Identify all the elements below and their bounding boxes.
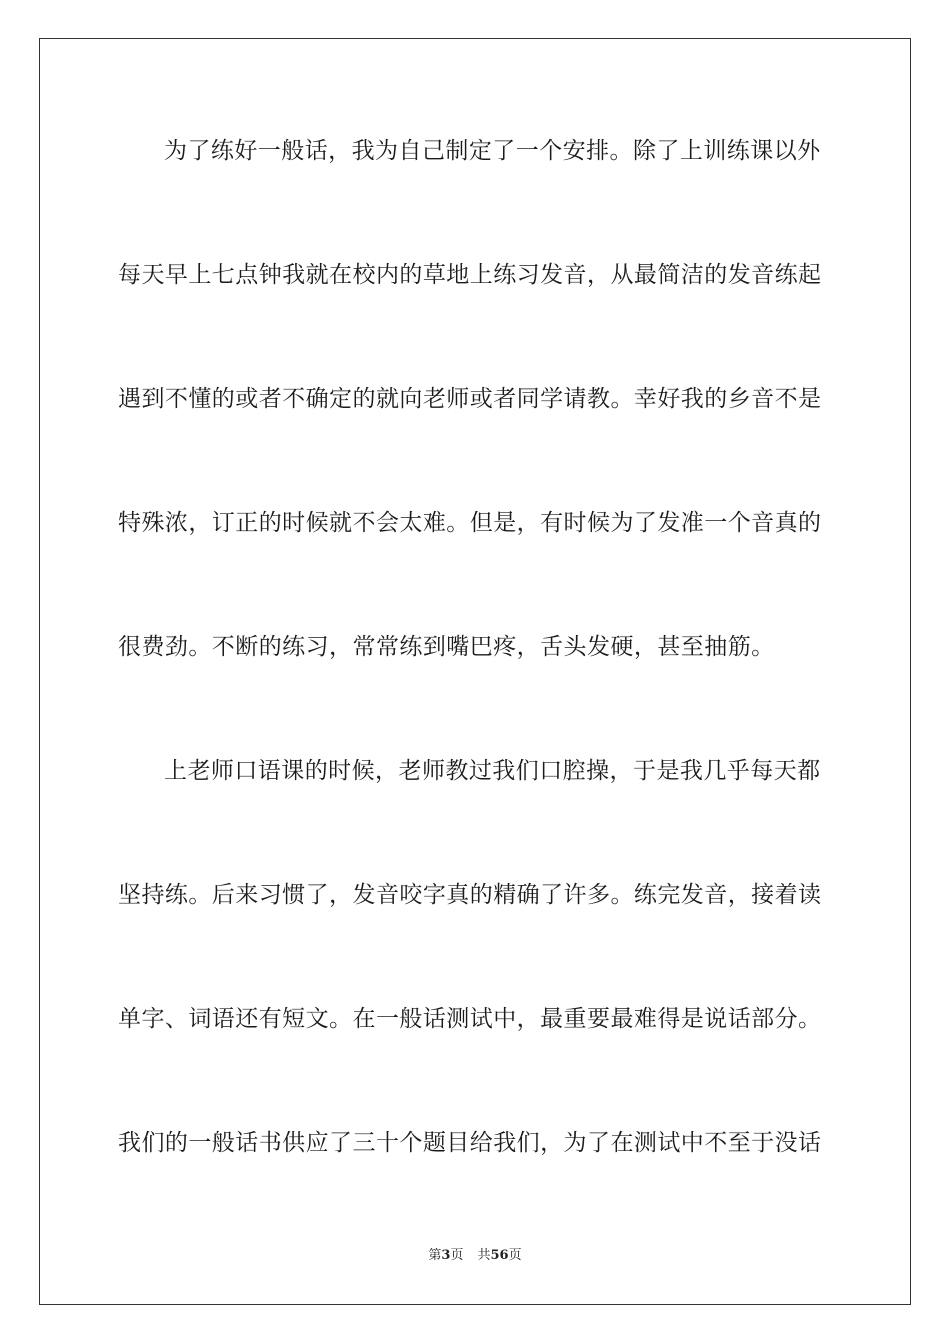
text-line-9: 我们的一般话书供应了三十个题目给我们，为了在测试中不至于没话 <box>118 1130 822 1156</box>
text-line-5: 很费劲。不断的练习，常常练到嘴巴疼，舌头发硬，甚至抽筋。 <box>118 634 775 660</box>
total-prefix: 共 <box>477 1248 491 1263</box>
text-line-3: 遇到不懂的或者不确定的就向老师或者同学请教。幸好我的乡音不是 <box>118 386 822 412</box>
text-line-4: 特殊浓，订正的时候就不会太难。但是，有时候为了发准一个音真的 <box>118 510 822 536</box>
page-suffix: 页 <box>450 1248 464 1263</box>
text-line-6: 上老师口语课的时候，老师教过我们口腔操，于是我几乎每天都 <box>164 758 821 784</box>
text-line-7: 坚持练。后来习惯了，发音咬字真的精确了许多。练完发音，接着读 <box>118 882 822 908</box>
page-frame <box>39 38 911 1305</box>
text-line-1: 为了练好一般话，我为自己制定了一个安排。除了上训练课以外 <box>164 138 821 164</box>
total-pages: 56 <box>490 1248 509 1263</box>
page-number: 3 <box>441 1248 451 1263</box>
text-line-8: 单字、词语还有短文。在一般话测试中，最重要最难得是说话部分。 <box>118 1006 822 1032</box>
page-prefix: 第 <box>428 1248 442 1263</box>
page-footer <box>0 1247 950 1265</box>
total-suffix: 页 <box>508 1248 522 1263</box>
text-line-2: 每天早上七点钟我就在校内的草地上练习发音，从最简洁的发音练起 <box>118 262 822 288</box>
